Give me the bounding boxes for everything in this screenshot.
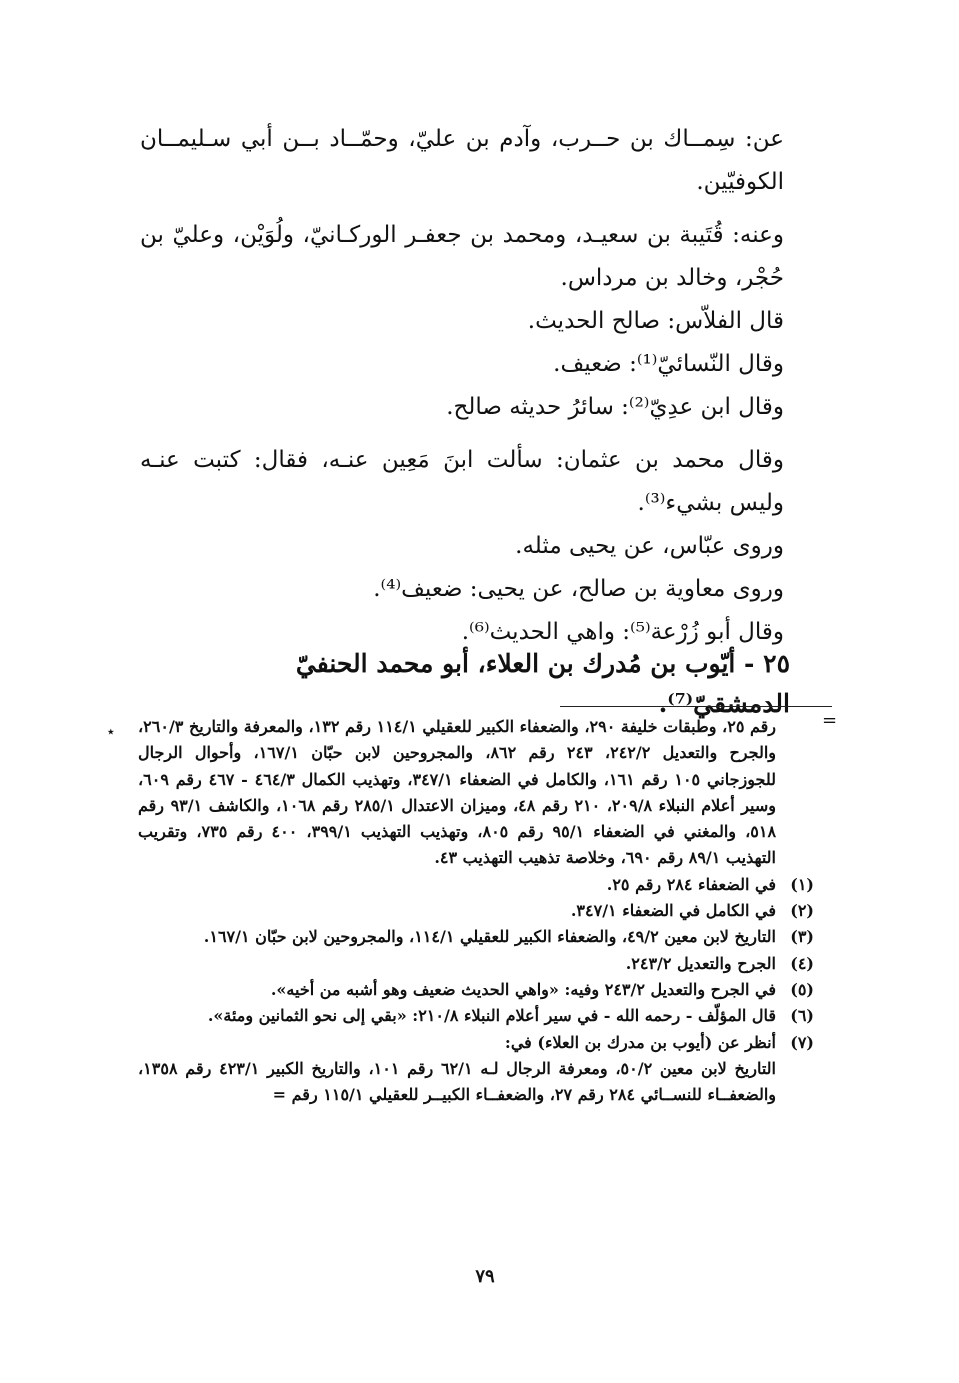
footnote-7-sources: التاريخ لابن معين ٥٠/٢، ومعرفة الرجال لـه ٦٢/١ رقم ١٠١، والتاريخ الكبير ٤٢٣/١ رقم ١٣٥٨، والضعفــاء للنســائي ٢٨٤ رقم ٢٧، والضعفــاء الكبيــر للعقيلي ١١٥/١ رقم =: [138, 1058, 777, 1105]
footnote-text: في الجرح والتعديل ٢٤٣/٢ وفيه: «واهي الحديث ضعيف وهو أشبه من أخيه».: [270, 979, 776, 999]
footnote-number: (١): [790, 874, 814, 894]
entry-heading: ٢٥ - أيّوب بن مُدرك بن العلاء، أبو محمد الحنفيّ الدمشقيّ⁽⁷⁾.: [295, 649, 790, 718]
page-number: ٧٩: [475, 1266, 495, 1287]
muhammad-ibn-uthman-statement: وقال محمد بن عثمان: سألت ابنَ مَعِين عنـه، فقال: كتبت عنـه وليس بشيء⁽³⁾.: [140, 447, 784, 516]
fallas-statement: قال الفلاّس: صالح الحديث.: [527, 308, 784, 334]
abbas-narration: وروى عبّاس، عن يحيى مثله.: [515, 533, 784, 559]
footnote-number: (٢): [790, 901, 814, 921]
footnote-number: (٥): [790, 979, 814, 999]
margin-mark: ٭: [107, 724, 115, 740]
continuation-marker: =: [822, 710, 838, 731]
footnote-2: [138, 898, 812, 924]
footnote-3: [138, 924, 812, 950]
footnote-7: [138, 1030, 812, 1056]
narrators-paragraph: وعنه: قُتَيبة بن سعيـد، ومحمد بن جعفـر الوركـانيّ، ولُوَيْن، وعليّ بن حُجْر، وخالد بن مرداس.: [140, 222, 784, 291]
footnote-continuation: رقم ٢٥، وطبقات خليفة ٢٩٠، والضعفاء الكبير للعقيلي ١١٤/١ رقم ١٣٢، والمعرفة والتاريخ ٢٦٠/٣، والجرح والتعديل ٢٤٢/٢، ٢٤٣ رقم ٨٦٢، والمجروحين لابن حبّان ١٦٧/١، وأحوال الرجال للجوزجاني ١٠٥ رقم ١٦١، والكامل في الضعفاء ٣٤٧/١، وتهذيب الكمال ٤٦٤/٣ - ٤٦٧ رقم ٦٠٩، وسير أعلام النبلاء ٢٠٩/٨، ٢١٠ رقم ٤٨، وميزان الاعتدال ٢٨٥/١ رقم ١٠٦٨، والكاشف ٩٣/١ رقم ٥١٨، والمغني في الضعفاء ٩٥/١ رقم ٨٠٥، وتهذيب التهذيب ٣٩٩/١، ٤٠٠ رقم ٧٣٥، وتقريب التهذيب ٨٩/١ رقم ٦٩٠، وخلاصة تذهيب التهذيب ٤٣.: [138, 717, 777, 868]
footnote-number: (٤): [790, 953, 814, 973]
abu-zura-statement: وقال أبو زُرْعة⁽⁵⁾: واهي الحديث⁽⁶⁾.: [461, 619, 784, 645]
muawiya-narration: وروى معاوية بن صالح، عن يحيى: ضعيف⁽⁴⁾.: [373, 576, 784, 602]
footnote-number: (٧): [790, 1032, 814, 1052]
footnote-1: [138, 872, 812, 898]
footnotes: [138, 714, 812, 1108]
footnote-text: في الضعفاء ٢٨٤ رقم ٢٥.: [606, 874, 776, 894]
main-text: [140, 118, 812, 654]
footnote-text: التاريخ لابن معين ٤٩/٢، والضعفاء الكبير للعقيلي ١١٤/١، والمجروحين لابن حبّان ١٦٧/١.: [203, 927, 776, 947]
footnote-number: (٣): [790, 927, 814, 947]
footnote-5: [138, 977, 812, 1003]
nasai-statement: وقال النّسائيّ⁽¹⁾: ضعيف.: [553, 351, 784, 377]
footnote-text: قال المؤلّف - رحمه الله - في سير أعلام النبلاء ٢١٠/٨: «بقي إلى نحو الثمانين ومئة».: [207, 1006, 776, 1026]
ibn-adi-statement: وقال ابن عدِيّ⁽²⁾: سائرُ حديثه صالح.: [446, 394, 784, 420]
footnote-text: الجرح والتعديل ٢٤٣/٢.: [625, 953, 776, 973]
footnote-text: أنظر عن (أيوب بن مدرك بن العلاء) في:: [504, 1032, 776, 1052]
footnote-divider: [560, 706, 832, 707]
footnote-number: (٦): [790, 1006, 814, 1026]
footnote-6: [138, 1003, 812, 1029]
footnote-4: [138, 951, 812, 977]
narrated-from-paragraph: عن: سِمــاك بن حــرب، وآدم بن عليّ، وحمّــاد بــن أبي سـليمــان الكوفيّين.: [140, 126, 784, 195]
footnote-text: في الكامل في الضعفاء ٣٤٧/١.: [570, 901, 776, 921]
